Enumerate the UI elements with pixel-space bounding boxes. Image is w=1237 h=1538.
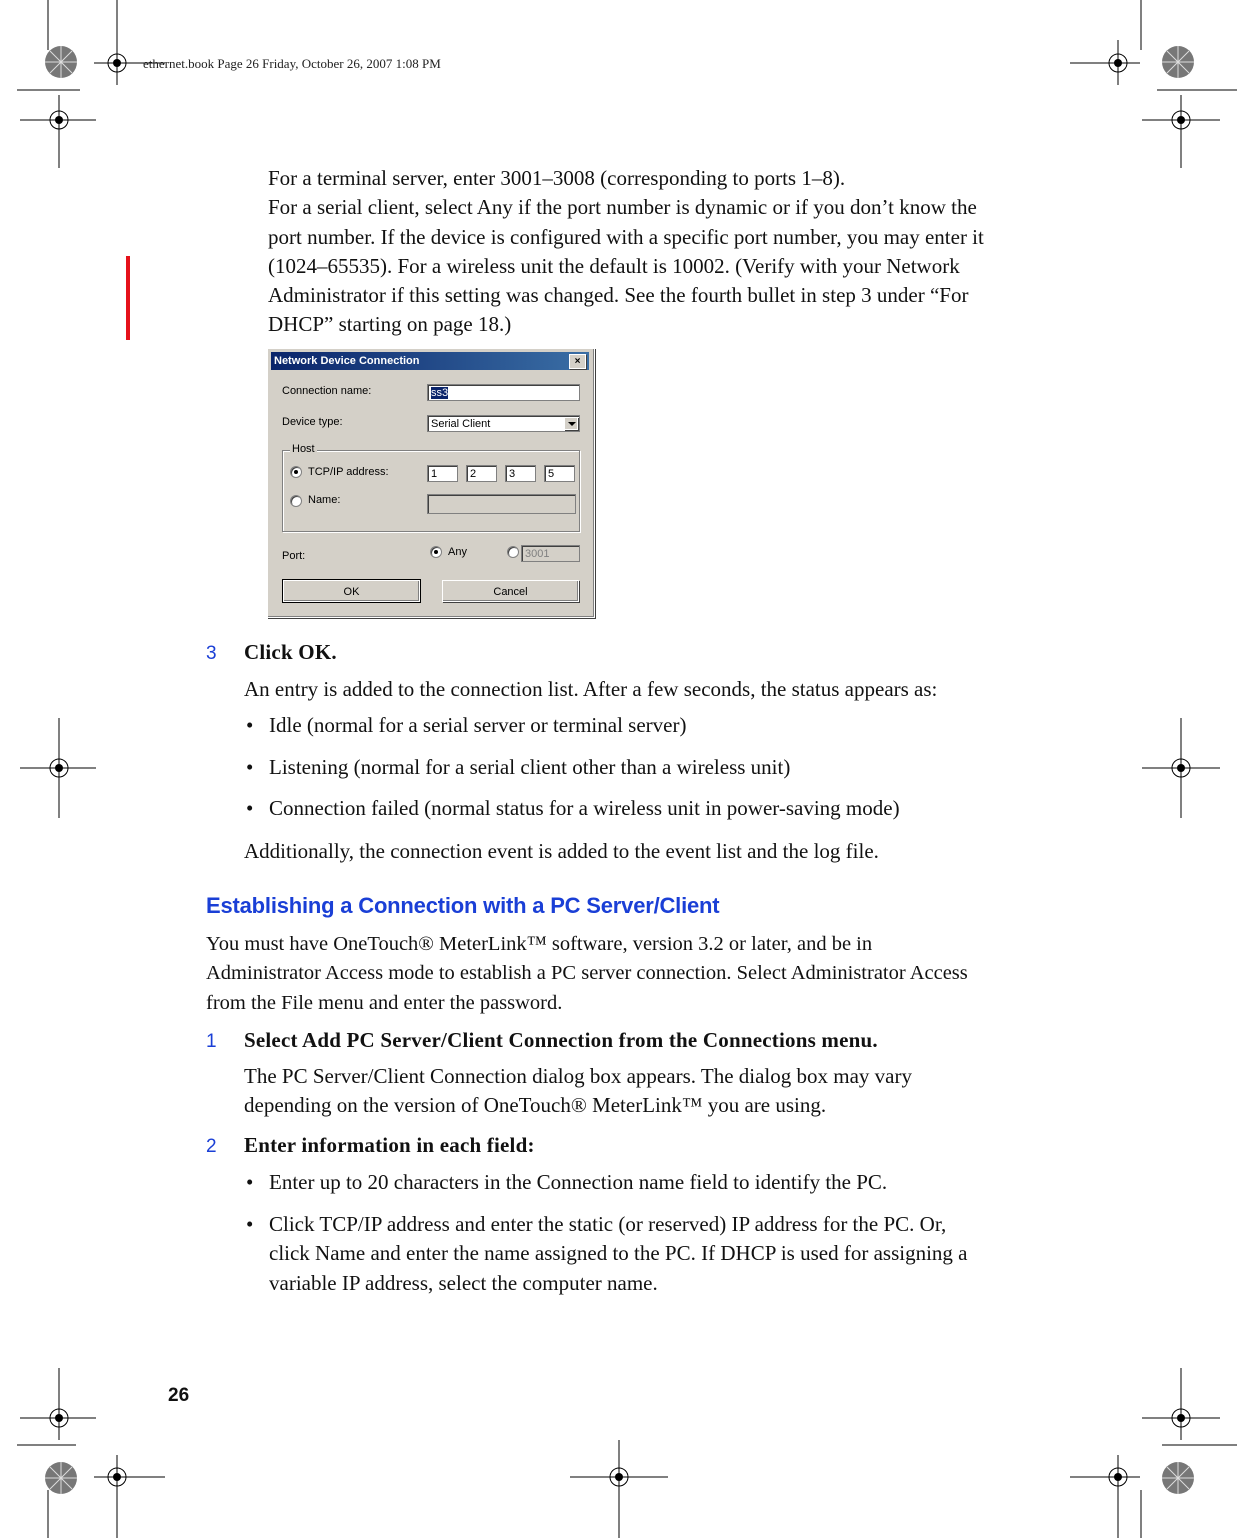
list-item [246, 711, 1046, 741]
bullet-text-line: Click TCP/IP address and enter the static (or reserved) IP address for the PC. Or, [269, 1212, 947, 1236]
connection-name-value: ss3 [431, 387, 449, 399]
bullet-glyph: • [246, 713, 254, 737]
list-item [246, 1210, 1086, 1300]
bullet-text: Connection failed (normal status for a wireless unit in power-saving mode) [269, 796, 900, 820]
port-number-radio[interactable] [507, 546, 519, 558]
step-title: Click OK. [244, 640, 337, 664]
ok-button[interactable]: OK [283, 580, 420, 602]
list-item [246, 1168, 1066, 1198]
close-icon[interactable]: × [569, 354, 586, 369]
ip-octet-4[interactable]: 5 [544, 465, 575, 482]
host-name-input[interactable] [427, 494, 576, 514]
intro-line: DHCP” starting on page 18.) [268, 312, 512, 337]
ip-octet-2[interactable]: 2 [466, 465, 497, 482]
bullet-text [269, 1210, 968, 1298]
section-intro-line: You must have OneTouch® MeterLink™ software, version 3.2 or later, and be in [206, 933, 873, 955]
bullet-text-line: click Name and enter the name assigned to the PC. If DHCP is used for assigning a [269, 1241, 968, 1266]
ip-octet-1[interactable]: 1 [427, 465, 458, 482]
host-groupbox [282, 450, 580, 532]
step-body-line: The PC Server/Client Connection dialog box appears. The dialog box may vary [244, 1064, 912, 1088]
step-body: An entry is added to the connection list. After a few seconds, the status appears as: [244, 677, 938, 701]
dialog-title-bar [271, 352, 589, 370]
section-intro-line: from the File menu and enter the password. [206, 991, 563, 1014]
page-number: 26 [168, 1385, 190, 1406]
print-header: ethernet.book Page 26 Friday, October 26, 2007 1:08 PM [143, 56, 441, 71]
step-number: 1 [206, 1031, 217, 1052]
tcpip-label: TCP/IP address: [308, 466, 389, 478]
intro-line: For a terminal server, enter 3001–3008 (corresponding to ports 1–8). [268, 166, 846, 190]
bullet-text-line: variable IP address, select the computer name. [269, 1270, 658, 1295]
host-group-label: Host [292, 443, 315, 455]
name-radio[interactable] [290, 495, 302, 507]
connection-name-input[interactable] [427, 384, 580, 401]
intro-paragraph [268, 164, 984, 340]
port-any-label: Any [448, 546, 467, 558]
network-device-connection-dialog [267, 348, 595, 618]
device-type-value: Serial Client [431, 418, 491, 430]
name-label: Name: [308, 494, 341, 506]
ip-octet-3[interactable]: 3 [505, 465, 536, 482]
port-number-input[interactable]: 3001 [521, 545, 580, 562]
step-body [244, 1062, 912, 1121]
section-intro-line: Administrator Access mode to establish a PC server connection. Select Administrator Access [206, 962, 968, 985]
intro-line: For a serial client, select Any if the port number is dynamic or if you don’t know the [268, 195, 977, 220]
bullet-glyph: • [246, 755, 254, 779]
chevron-down-icon[interactable] [564, 417, 578, 430]
device-type-label: Device type: [282, 416, 343, 428]
section-intro [206, 930, 968, 1018]
port-any-radio[interactable] [430, 546, 442, 558]
cancel-button[interactable]: Cancel [442, 580, 579, 602]
bullet-glyph: • [246, 1170, 254, 1194]
list-item [246, 794, 1046, 824]
step-number: 3 [206, 643, 217, 664]
bullet-text: Listening (normal for a serial client other than a wireless unit) [269, 755, 791, 779]
intro-line: (1024–65535). For a wireless unit the default is 10002. (Verify with your Network [268, 253, 960, 278]
step-title: Select Add PC Server/Client Connection from the Connections menu. [244, 1028, 878, 1052]
dialog-title: Network Device Connection [274, 355, 420, 367]
step-title: Enter information in each field: [244, 1133, 535, 1157]
bullet-text: Enter up to 20 characters in the Connection name field to identify the PC. [269, 1170, 888, 1194]
step-body-line: depending on the version of OneTouch® MeterLink™ you are using. [244, 1093, 827, 1118]
port-label: Port: [282, 550, 306, 562]
bullet-text: Idle (normal for a serial server or terminal server) [269, 713, 687, 737]
intro-line: port number. If the device is configured with a specific port number, you may enter it [268, 224, 984, 249]
connection-name-label: Connection name: [282, 385, 372, 397]
change-bar [126, 256, 130, 340]
bullet-glyph: • [246, 796, 254, 820]
tcpip-radio[interactable] [290, 466, 302, 478]
section-heading: Establishing a Connection with a PC Server/Client [206, 893, 720, 918]
bullet-glyph: • [246, 1212, 254, 1236]
step-number: 2 [206, 1136, 217, 1157]
step-after: Additionally, the connection event is added to the event list and the log file. [244, 839, 879, 863]
intro-line: Administrator if this setting was changed. See the fourth bullet in step 3 under “For [268, 283, 969, 308]
list-item [246, 753, 1046, 783]
device-type-select[interactable] [427, 415, 580, 432]
